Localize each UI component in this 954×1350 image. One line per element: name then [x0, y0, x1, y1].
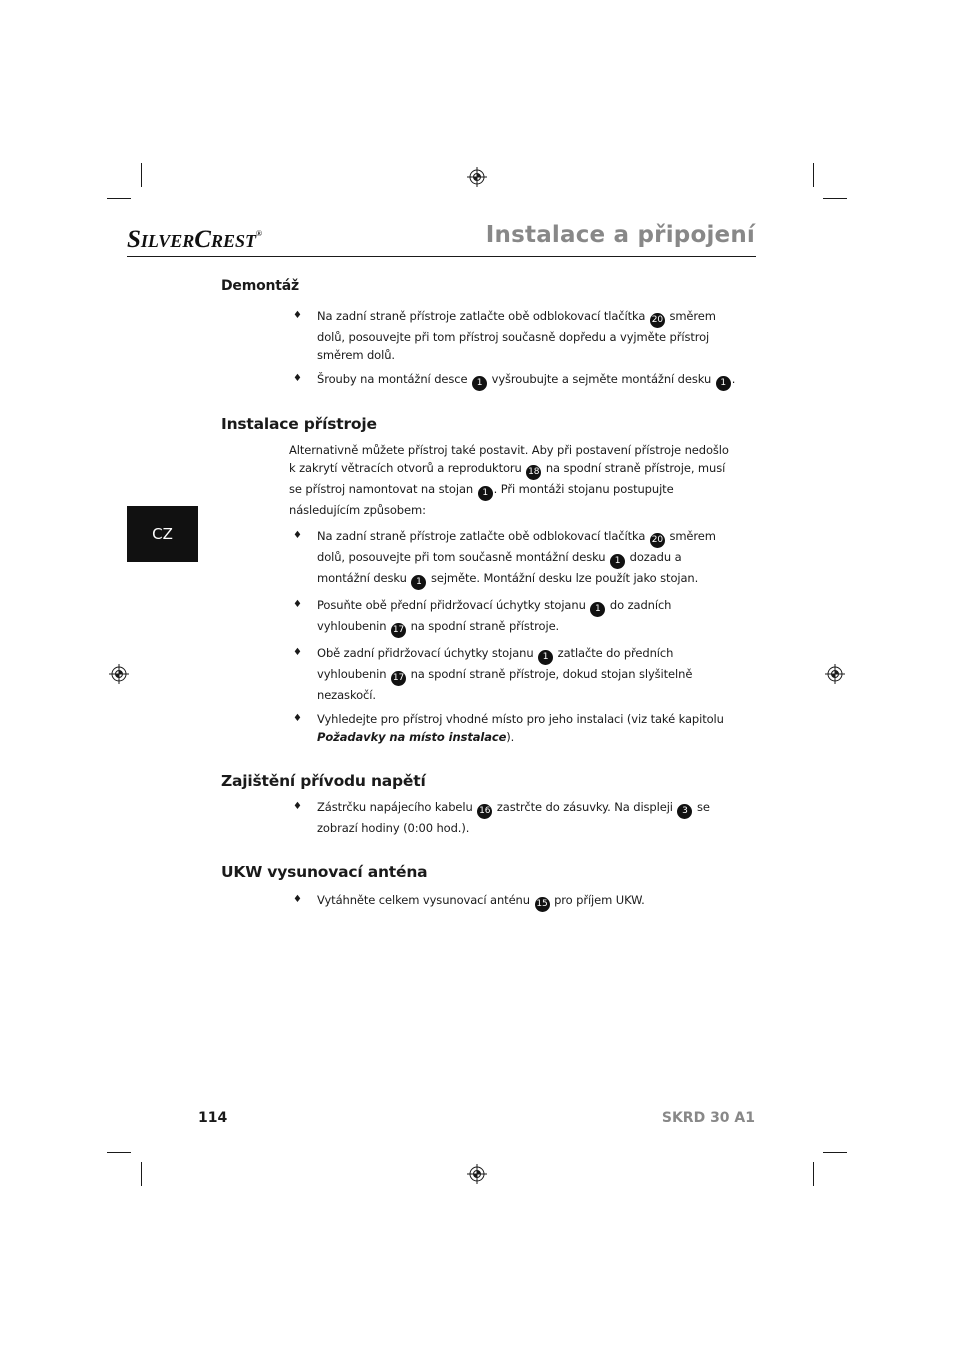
logo-letters: REST: [210, 231, 256, 251]
item-text: sejměte. Montážní desku lze použít jako stojan.: [430, 571, 699, 585]
item-text: ).: [506, 730, 515, 744]
list-item: [221, 596, 736, 638]
para-text: na spodní straně přístroje, musí se přístroj namontovat na stojan: [289, 461, 726, 496]
item-text: se zobrazí hodiny (0:00 hod.).: [317, 800, 710, 835]
reference-number-badge: 1: [610, 554, 625, 569]
reference-number-badge: 1: [411, 575, 426, 590]
crop-mark: [107, 198, 131, 199]
section-heading-demontaz: Demontáž: [221, 278, 299, 294]
section-heading-instalace: Instalace přístroje: [221, 415, 377, 433]
crop-mark: [141, 1162, 142, 1186]
bullet-icon: ♦: [293, 894, 302, 905]
list-item: [221, 891, 736, 912]
reference-number-badge: 3: [677, 804, 692, 819]
list-item: [221, 644, 736, 704]
registered-mark: ®: [255, 229, 262, 238]
section-heading-napajeni: Zajištění přívodu napětí: [221, 772, 426, 790]
item-text: Obě zadní přidržovací úchytky stojanu: [317, 646, 534, 660]
logo-letters: ILVER: [140, 231, 195, 251]
item-text: Šrouby na montážní desce: [317, 372, 468, 386]
item-text: směrem dolů, posouvejte při tom současně montážní desku: [317, 529, 716, 564]
bullet-icon: ♦: [293, 373, 302, 384]
item-text: Vytáhněte celkem vysunovací anténu: [317, 893, 530, 907]
page-number: 114: [198, 1110, 228, 1126]
reference-number-badge: 1: [472, 376, 487, 391]
bullet-icon: ♦: [293, 530, 302, 541]
bullet-list: [221, 891, 736, 912]
list-item: [221, 307, 736, 364]
item-text: pro příjem UKW.: [554, 893, 645, 907]
reference-number-badge: 17: [391, 671, 406, 686]
item-text: .: [731, 372, 736, 386]
reference-number-badge: 1: [478, 486, 493, 501]
list-item: [221, 710, 736, 746]
crop-mark: [823, 1152, 847, 1153]
reference-number-badge: 1: [590, 602, 605, 617]
reference-number-badge: 1: [538, 650, 553, 665]
intro-paragraph: [289, 441, 736, 519]
reference-number-badge: 20: [650, 533, 665, 548]
reference-number-badge: 16: [477, 804, 492, 819]
item-text: směrem dolů, posouvejte při tom přístroj současně dopředu a vyjměte přístroj směrem dolů.: [317, 309, 716, 362]
item-text: Na zadní straně přístroje zatlačte obě odblokovací tlačítka: [317, 309, 646, 323]
item-text: zatlačte do předních vyhloubenin: [317, 646, 674, 681]
bullet-icon: ♦: [293, 647, 302, 658]
chapter-reference: Požadavky na místo instalace: [317, 730, 507, 744]
item-text: vyšroubujte a sejměte montážní desku: [491, 372, 712, 386]
bullet-list: [221, 307, 736, 391]
list-item: [221, 527, 736, 590]
list-item: [221, 370, 736, 391]
logo-letter: C: [194, 226, 211, 252]
item-text: do zadních vyhloubenin: [317, 598, 672, 633]
registration-mark-icon: [109, 664, 129, 684]
list-item: [221, 798, 736, 837]
registration-mark-icon: [825, 664, 845, 684]
model-number: SKRD 30 A1: [661, 1110, 755, 1126]
page-content: [221, 278, 736, 918]
logo-letter: S: [127, 226, 141, 252]
item-text: Na zadní straně přístroje zatlačte obě odblokovací tlačítka: [317, 529, 646, 543]
silvercrest-logo: [127, 226, 367, 252]
crop-mark: [107, 1152, 131, 1153]
crop-mark: [823, 198, 847, 199]
para-text: . Při montáži stojanu postupujte následujícím způsobem:: [289, 482, 674, 517]
item-text: zastrčte do zásuvky. Na displeji: [496, 800, 673, 814]
registration-mark-icon: [467, 1164, 487, 1184]
crop-mark: [141, 163, 142, 187]
bullet-list: [221, 798, 736, 837]
item-text: na spodní straně přístroje.: [410, 619, 560, 633]
bullet-icon: ♦: [293, 599, 302, 610]
item-text: Vyhledejte pro přístroj vhodné místo pro jeho instalaci (viz také kapitolu: [317, 712, 724, 726]
title-rule: [127, 256, 756, 257]
reference-number-badge: 20: [650, 313, 665, 328]
reference-number-badge: 17: [391, 623, 406, 638]
item-text: dozadu a montážní desku: [317, 550, 682, 585]
bullet-icon: ♦: [293, 713, 302, 724]
reference-number-badge: 18: [526, 465, 541, 480]
section-heading-antena: UKW vysunovací anténa: [221, 863, 428, 881]
item-text: Zástrčku napájecího kabelu: [317, 800, 473, 814]
reference-number-badge: 1: [716, 376, 731, 391]
bullet-icon: ♦: [293, 801, 302, 812]
registration-mark-icon: [467, 167, 487, 187]
para-text: Alternativně můžete přístroj také postavit. Aby při postavení přístroje nedošlo k zakrytí větracích otvorů a reproduktoru: [289, 443, 729, 475]
crop-mark: [813, 163, 814, 187]
language-tab: CZ: [127, 506, 198, 562]
bullet-icon: ♦: [293, 310, 302, 321]
svg-text:SILVERCREST®: [127, 226, 262, 252]
bullet-list: [221, 527, 736, 746]
crop-mark: [813, 1162, 814, 1186]
page-title: Instalace a připojení: [485, 222, 755, 248]
reference-number-badge: 15: [535, 897, 550, 912]
item-text: na spodní straně přístroje, dokud stojan slyšitelně nezaskočí.: [317, 667, 693, 702]
item-text: Posuňte obě přední přidržovací úchytky stojanu: [317, 598, 586, 612]
